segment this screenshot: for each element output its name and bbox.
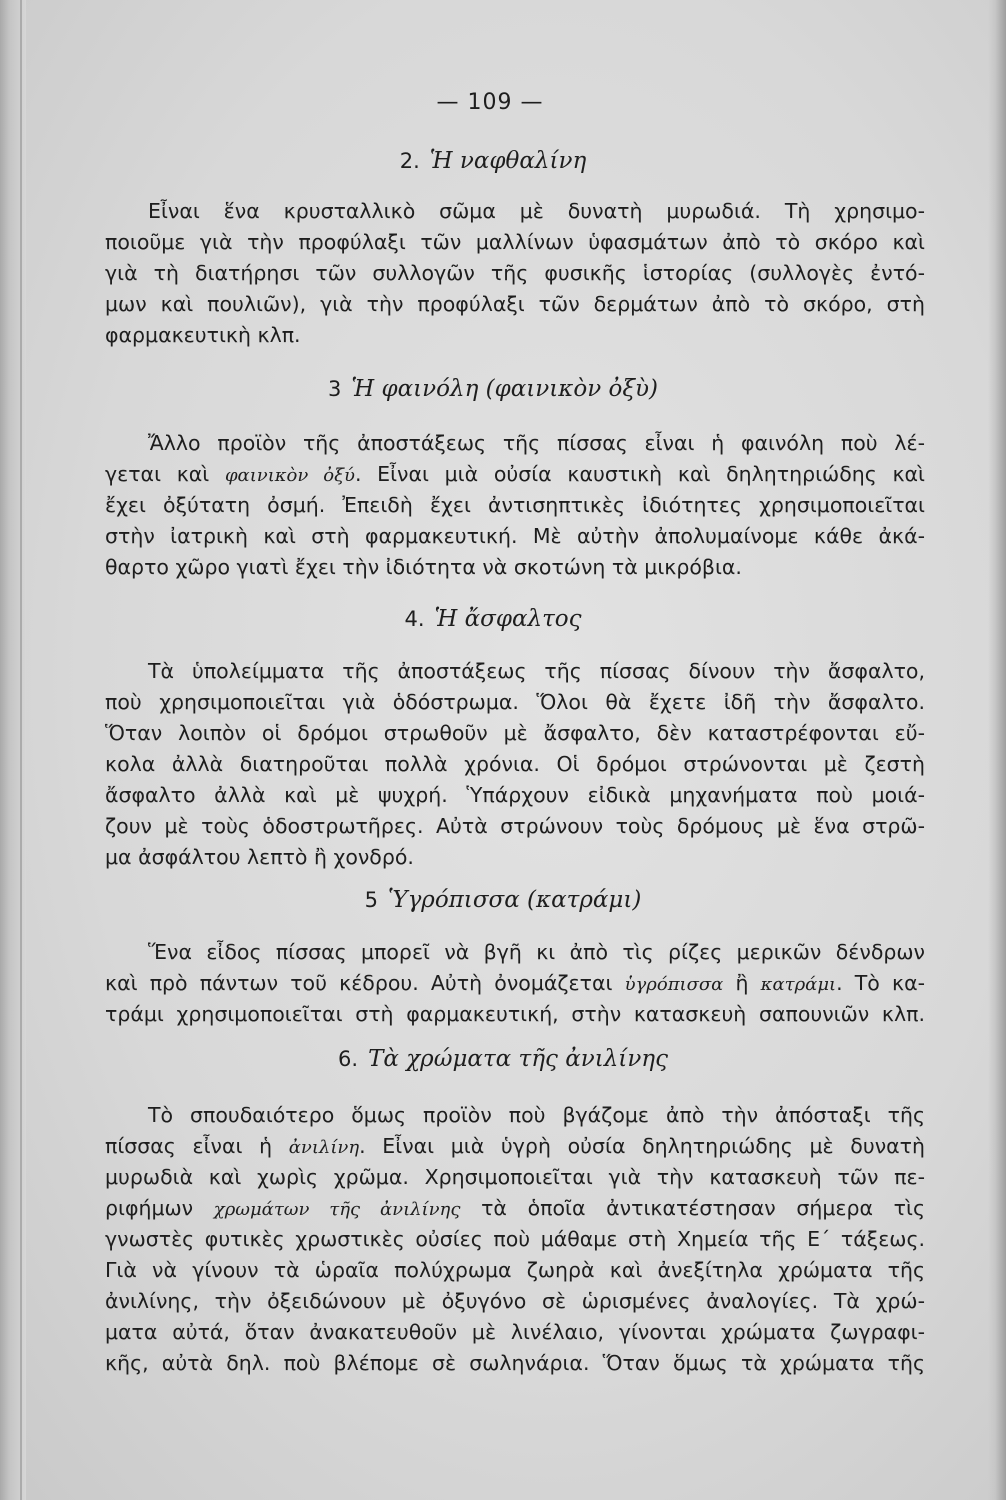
paragraph-line: κῆς, αὐτὰ δηλ. ποὺ βλέπομε σὲ σωληνάρια. Ὅταν ὅμως τὰ χρώματα τῆς — [105, 1351, 925, 1375]
paragraph-line: Τὰ ὑπολείμματα τῆς ἀποστάξεως τῆς πίσσας δίνουν τὴν ἄσφαλτο, — [148, 659, 925, 683]
section-title: Ἡ ναφθαλίνη — [429, 148, 587, 174]
paragraph-line: ἔχει ὀξύτατη ὀσμή. Ἐπειδὴ ἔχει ἀντισηπτικὲς ἰδιότητες χρησιμοποιεῖται — [105, 493, 925, 517]
section-title: Ἡ φαινόλη (φαινικὸν ὀξὺ) — [351, 376, 658, 402]
page-number: — 109 — — [436, 90, 544, 115]
paragraph-line: Ἄλλο προϊὸν τῆς ἀποστάξεως τῆς πίσσας εἶναι ἡ φαινόλη ποὺ λέ- — [148, 431, 925, 455]
section-number: 2. — [399, 149, 420, 173]
paragraph-line: Ἕνα εἶδος πίσσας μπορεῖ νὰ βγῆ κι ἀπὸ τὶς ρίζες μερικῶν δένδρων — [148, 940, 925, 964]
paragraph-line: ματα αὐτά, ὅταν ἀνακατευθοῦν μὲ λινέλαιο, γίνονται χρώματα ζωγραφι- — [105, 1320, 925, 1344]
paragraph-line: Γιὰ νὰ γίνουν τὰ ὡραῖα πολύχρωμα ζωηρὰ καὶ ἀνεξίτηλα χρώματα τῆς — [105, 1258, 925, 1282]
paragraph-line: γιὰ τὴ διατήρησι τῶν συλλογῶν τῆς φυσικῆς ἱστορίας (συλλογὲς ἐντό- — [105, 261, 925, 285]
paragraph-line: γεται καὶ φαινικὸν ὀξύ. Εἶναι μιὰ οὐσία καυστικὴ καὶ δηλητηριώδης καὶ — [105, 462, 925, 486]
paragraph-line: γνωστὲς φυτικὲς χρωστικὲς οὐσίες ποὺ μάθαμε στὴ Χημεία τῆς Ε΄ τάξεως. — [105, 1227, 925, 1251]
paragraph-line: ζουν μὲ τοὺς ὁδοστρωτῆρες. Αὐτὰ στρώνουν τοὺς δρόμους μὲ ἕνα στρῶ- — [105, 814, 925, 838]
section-heading-phenol — [0, 376, 996, 402]
section-number: 5 — [364, 888, 378, 912]
paragraph-line: ποιοῦμε γιὰ τὴν προφύλαξι τῶν μαλλίνων ὑφασμάτων ἀπὸ τὸ σκόρο καὶ — [105, 230, 925, 254]
paragraph-line: μων καὶ πουλιῶν), γιὰ τὴν προφύλαξι τῶν δερμάτων ἀπὸ τὸ σκόρο, στὴ — [105, 292, 925, 316]
section-heading-tar — [0, 887, 1006, 913]
section-title: Ὑγρόπισσα (κατράμι) — [388, 887, 642, 913]
paragraph-line: ἀνιλίνης, τὴν ὀξειδώνουν μὲ ὀξυγόνο σὲ ὡρισμένες ἀναλογίες. Τὰ χρώ- — [105, 1289, 925, 1313]
page-gutter-line — [20, 0, 22, 1500]
section-title: Ἡ ἄσφαλτος — [434, 606, 582, 632]
paragraph-line: Ὅταν λοιπὸν οἱ δρόμοι στρωθοῦν μὲ ἄσφαλτο, δὲν καταστρέφονται εὔ- — [105, 721, 925, 745]
paragraph-line: ριφήμων χρωμάτων τῆς ἀνιλίνης τὰ ὁποῖα ἀντικατέστησαν σήμερα τὶς — [105, 1196, 925, 1220]
paragraph-line: θαρτο χῶρο γιατὶ ἔχει τὴν ἰδιότητα νὰ σκοτώνη τὰ μικρόβια. — [105, 555, 742, 579]
page-edge-shadow — [988, 0, 1006, 1500]
section-number: 4. — [404, 607, 425, 631]
paragraph-line: τράμι χρησιμοποιεῖται στὴ φαρμακευτική, στὴν κατασκευὴ σαπουνιῶν κλπ. — [105, 1002, 925, 1026]
section-heading-aniline-colors — [0, 1046, 1006, 1072]
paragraph-line: ποὺ χρησιμοποιεῖται γιὰ ὁδόστρωμα. Ὅλοι θὰ ἔχετε ἰδῆ τὴν ἄσφαλτο. — [105, 690, 925, 714]
section-title: Τὰ χρώματα τῆς ἀνιλίνης — [368, 1046, 668, 1072]
section-heading-asphalt — [0, 606, 996, 632]
paragraph-line: φαρμακευτικὴ κλπ. — [105, 323, 301, 347]
paragraph-line: μυρωδιὰ καὶ χωρὶς χρῶμα. Χρησιμοποιεῖται γιὰ τὴν κατασκευὴ τῶν πε- — [105, 1165, 925, 1189]
page-gutter-shadow — [0, 0, 26, 1500]
paragraph-line: ἄσφαλτο ἀλλὰ καὶ μὲ ψυχρή. Ὑπάρχουν εἰδικὰ μηχανήματα ποὺ μοιά- — [105, 783, 925, 807]
section-number: 3 — [328, 377, 342, 401]
paragraph-line: Εἶναι ἕνα κρυσταλλικὸ σῶμα μὲ δυνατὴ μυρωδιά. Τὴ χρησιμο- — [148, 199, 925, 223]
paragraph-line: Τὸ σπουδαιότερο ὅμως προϊὸν ποὺ βγάζομε ἀπὸ τὴν ἀπόσταξι τῆς — [148, 1103, 925, 1127]
paragraph-line: κολα ἀλλὰ διατηροῦται πολλὰ χρόνια. Οἱ δρόμοι στρώνονται μὲ ζεστὴ — [105, 752, 925, 776]
section-number: 6. — [338, 1047, 359, 1071]
paragraph-line: στὴν ἰατρικὴ καὶ στὴ φαρμακευτική. Μὲ αὐτὴν ἀπολυμαίνομε κάθε ἀκά- — [105, 524, 925, 548]
paragraph-line: πίσσας εἶναι ἡ ἀνιλίνη. Εἶναι μιὰ ὑγρὴ οὐσία δηλητηριώδης μὲ δυνατὴ — [105, 1134, 925, 1158]
section-heading-naphthalene — [0, 148, 996, 174]
paragraph-line: καὶ πρὸ πάντων τοῦ κέδρου. Αὐτὴ ὀνομάζεται ὑγρόπισσα ἢ κατράμι. Τὸ κα- — [105, 971, 926, 995]
paragraph-line: μα ἀσφάλτου λεπτὸ ἢ χονδρό. — [105, 845, 414, 869]
